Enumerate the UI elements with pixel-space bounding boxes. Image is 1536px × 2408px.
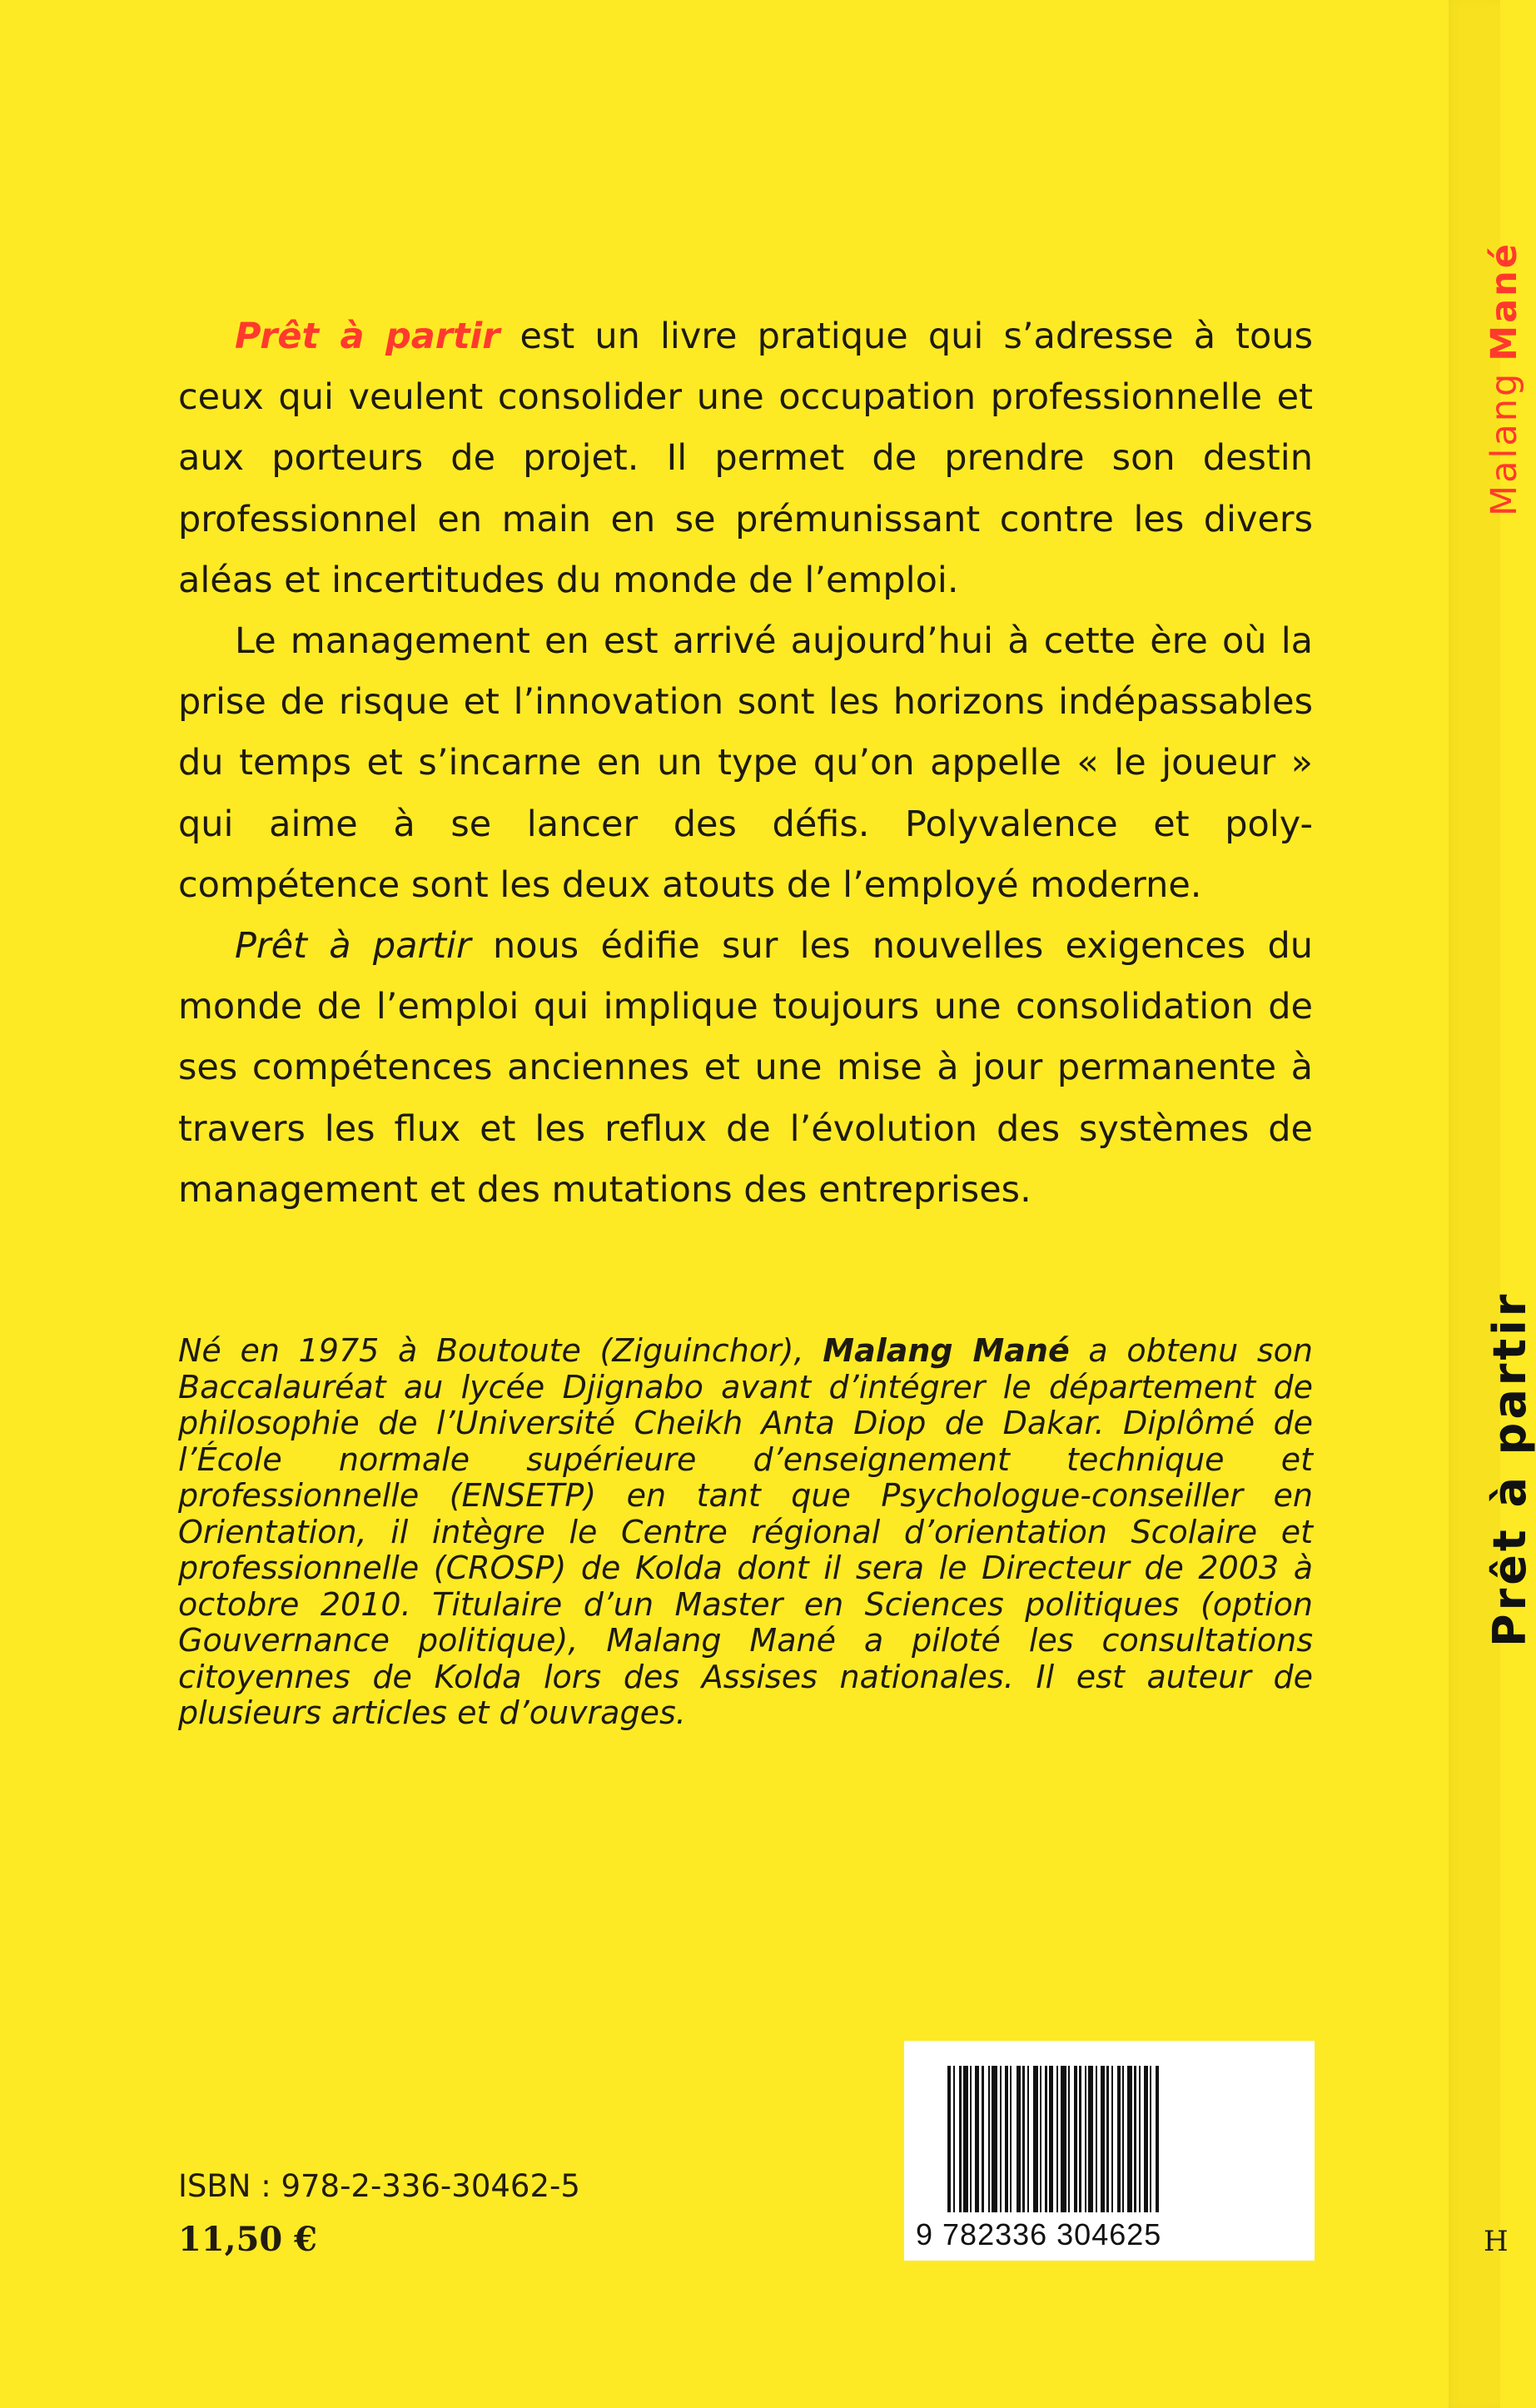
description-title-italic: Prêt à partir — [235, 925, 471, 968]
description-paragraph-3 — [178, 916, 1313, 1221]
author-bio — [178, 1333, 1313, 1732]
spine-title: Prêt à partir — [1484, 1291, 1536, 1647]
barcode-lines — [947, 2066, 1276, 2212]
description-paragraph-1-text: est un livre pratique qui s’adresse à tous ceux qui veulent consolider une occupation professionnelle et aux porteurs de projet. Il permet de prendre son destin professionnel en main en se prémunissant contre les divers aléas et incertitudes du monde de l’emploi. — [178, 316, 1313, 601]
barcode — [904, 2041, 1315, 2261]
barcode-bar — [992, 2066, 997, 2212]
description-paragraph-2-text: Le management en est arrivé aujourd’hui à cette ère où la prise de risque et l’innovation sont les horizons indépassables du temps et s’incarne en un type qu’on appelle « le joueur » qui aime à se lancer des défis. Polyvalence et poly-compétence sont les deux atouts de l’employé moderne. — [178, 620, 1313, 906]
description-title-highlight: Prêt à partir — [235, 316, 500, 357]
book-description — [178, 306, 1313, 1221]
spine-publisher-mark: H — [1484, 2225, 1509, 2258]
description-paragraph-3-text: nous édifie sur les nouvelles exigences du monde de l’emploi qui implique toujours une consolidation de ses compétences anciennes et une mise à jour permanente à travers les flux et les reflux de l’évolution des systèmes de management et des mutations des entreprises. — [178, 925, 1313, 1211]
description-paragraph-2 — [178, 611, 1313, 916]
barcode-bar — [1156, 2066, 1159, 2212]
barcode-number: 9 782336 304625 — [916, 2217, 1162, 2251]
author-bio-paragraph — [178, 1333, 1313, 1732]
spine-author-first-name: Malang — [1484, 371, 1525, 516]
spine-author-last-name: Mané — [1484, 241, 1525, 361]
author-name: Malang Mané — [823, 1332, 1070, 1369]
spine-author — [1484, 241, 1525, 516]
price-label: 11,50 € — [178, 2220, 318, 2259]
description-paragraph-1 — [178, 306, 1313, 611]
author-bio-intro: Né en 1975 à Boutoute (Ziguinchor), — [178, 1332, 823, 1369]
author-bio-text: a obtenu son Baccalauréat au lycée Djignabo avant d’intégrer le département de philosophie de l’Université Cheikh Anta Diop de Dakar. Diplômé de l’École normale supérieure d’enseignement technique et professionnelle (ENSETP) en tant que Psychologue-conseiller en Orientation, il intègre le Centre régional d’orientation Scolaire et professionnelle (CROSP) de Kolda dont il sera le Directeur de 2003 à octobre 2010. Titulaire d’un Master en Sciences politiques (option Gouvernance politique), Malang Mané a piloté les consultations citoyennes de Kolda lors des Assises nationales. Il est auteur de plusieurs articles et d’ouvrages. — [178, 1332, 1314, 1731]
isbn-label: ISBN : 978-2-336-30462-5 — [178, 2168, 580, 2204]
barcode-bar — [1061, 2066, 1066, 2212]
